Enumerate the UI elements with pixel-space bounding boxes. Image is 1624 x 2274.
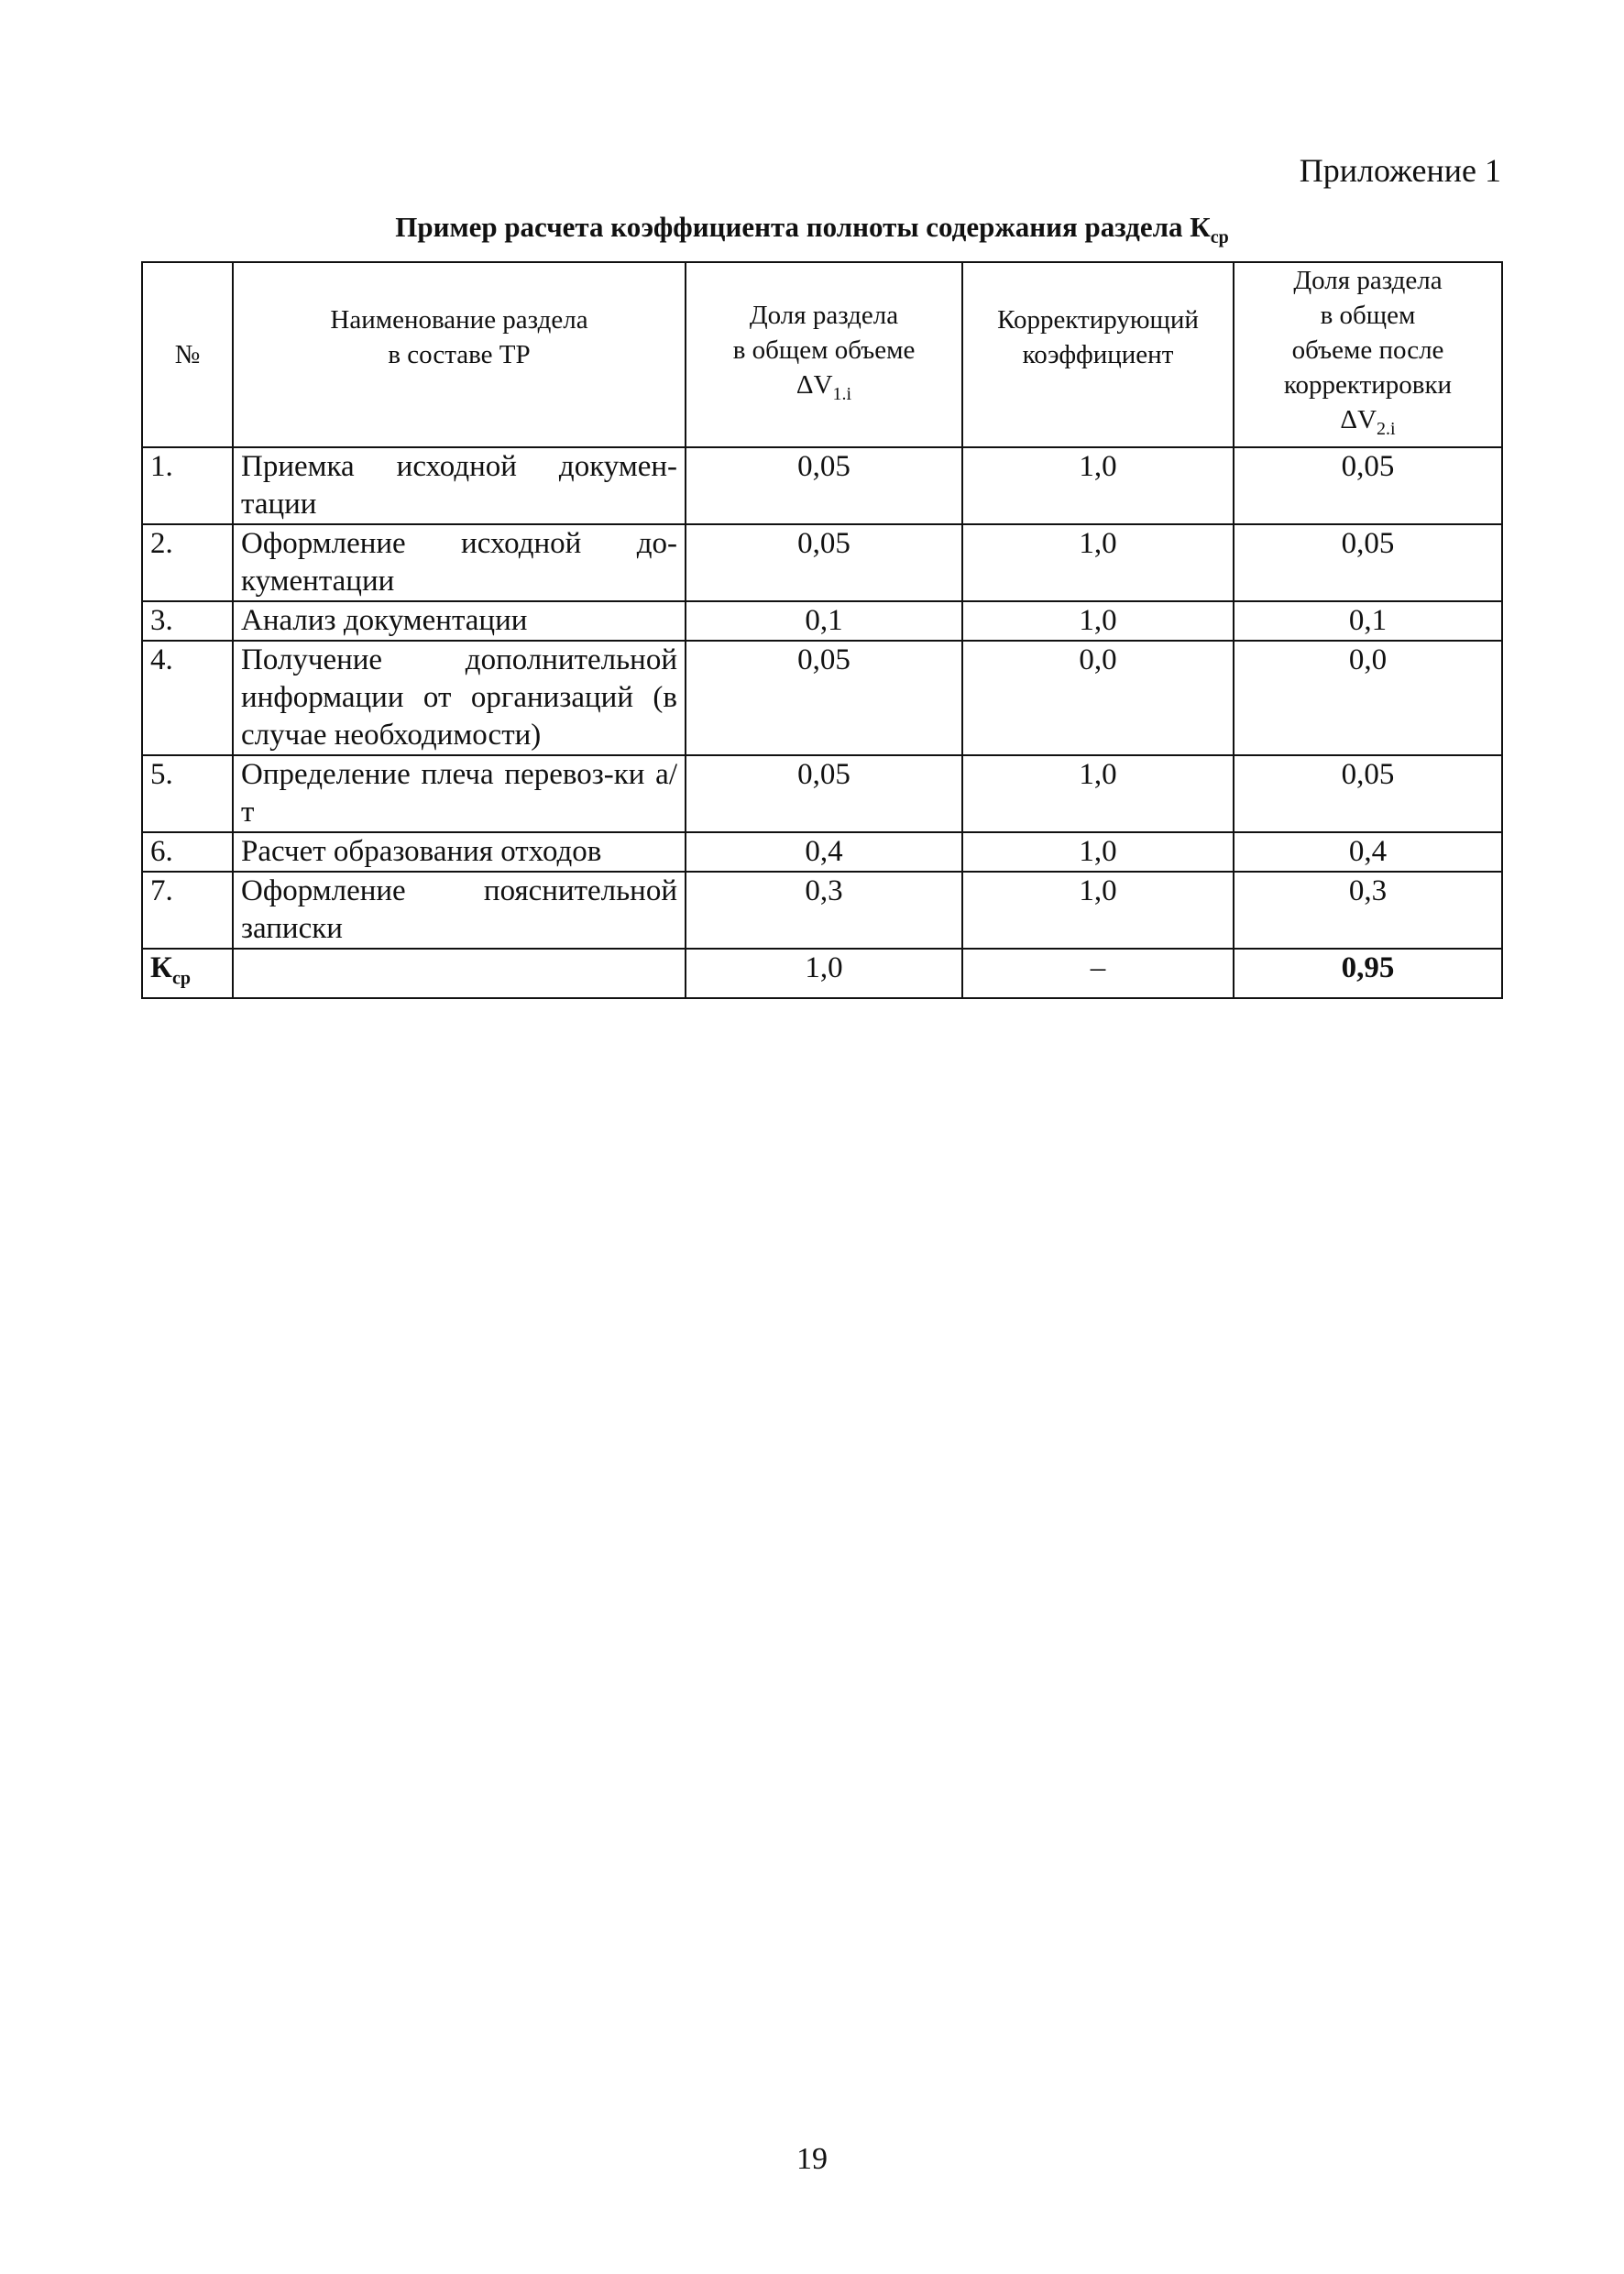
header-adjusted-share [1234,262,1502,447]
table-row [142,872,1502,949]
adjusted-share-value: 0,05 [1234,755,1502,832]
header-share-subscript: 1.i [832,383,852,404]
row-number: 4. [142,641,233,755]
header-adj-line4: корректировки [1283,370,1453,400]
header-name-line1: Наименование раздела [330,304,588,335]
header-coef-line1: Корректирующий [997,304,1199,335]
total-label [142,949,233,999]
appendix-label: Приложение 1 [1299,152,1501,189]
table-header-row [142,262,1502,447]
row-number: 3. [142,601,233,641]
share-value: 0,05 [686,641,962,755]
header-share-symbol: ΔV [796,370,833,400]
table-row [142,832,1502,872]
total-row [142,949,1502,999]
coefficient-value: 1,0 [962,872,1234,949]
share-value: 0,1 [686,601,962,641]
header-section-name [233,262,686,447]
document-title [0,211,1624,254]
coefficient-value: 1,0 [962,755,1234,832]
total-coefficient-value: – [962,949,1234,999]
table-row [142,641,1502,755]
row-number: 7. [142,872,233,949]
title-text: Пример расчета коэффициента полноты содержания раздела К [395,211,1211,243]
header-share-line2: в общем объеме [732,335,916,365]
header-share [686,262,962,447]
coefficient-value: 0,0 [962,641,1234,755]
coefficient-value: 1,0 [962,524,1234,601]
adjusted-share-value: 0,4 [1234,832,1502,872]
table-row [142,447,1502,524]
row-number: 2. [142,524,233,601]
share-value: 0,05 [686,755,962,832]
header-adj-line1: Доля раздела [1293,266,1443,295]
row-number: 5. [142,755,233,832]
header-coef-line2: коэффициент [1022,339,1174,369]
table-row [142,601,1502,641]
coefficient-value: 1,0 [962,601,1234,641]
title-subscript: ср [1210,227,1229,248]
share-value: 0,3 [686,872,962,949]
calculation-table [141,261,1503,999]
adjusted-share-value: 0,0 [1234,641,1502,755]
header-num [142,262,233,447]
adjusted-share-value: 0,1 [1234,601,1502,641]
share-value: 0,05 [686,447,962,524]
section-name: Определение плеча перевоз-ки а/т [233,755,686,832]
page-number: 19 [796,2142,828,2176]
total-section-name [233,949,686,999]
coefficient-value: 1,0 [962,447,1234,524]
row-number: 6. [142,832,233,872]
total-label-text: К [150,950,172,984]
header-coefficient [962,262,1234,447]
row-number: 1. [142,447,233,524]
section-name: Расчет образования отходов [233,832,686,872]
table-row [142,755,1502,832]
total-share-value: 1,0 [686,949,962,999]
adjusted-share-value: 0,3 [1234,872,1502,949]
adjusted-share-value: 0,05 [1234,447,1502,524]
section-name: Анализ документации [233,601,686,641]
header-num-label: № [174,339,201,369]
section-name: Приемка исходной докумен-тации [233,447,686,524]
header-adj-symbol: ΔV [1340,405,1377,434]
total-adjusted-share-value: 0,95 [1234,949,1502,999]
share-value: 0,4 [686,832,962,872]
adjusted-share-value: 0,05 [1234,524,1502,601]
section-name: Получение дополнительной информации от организаций (в случае необходимости) [233,641,686,755]
section-name: Оформление исходной до-кументации [233,524,686,601]
header-adj-line3: объеме после [1291,335,1444,365]
table-row [142,524,1502,601]
header-share-line1: Доля раздела [749,301,899,330]
header-name-line2: в составе ТР [388,339,531,369]
total-label-subscript: ср [171,968,191,989]
section-name: Оформление пояснительной записки [233,872,686,949]
header-adj-line2: в общем [1320,301,1416,330]
coefficient-value: 1,0 [962,832,1234,872]
header-adj-subscript: 2.i [1377,418,1396,439]
share-value: 0,05 [686,524,962,601]
